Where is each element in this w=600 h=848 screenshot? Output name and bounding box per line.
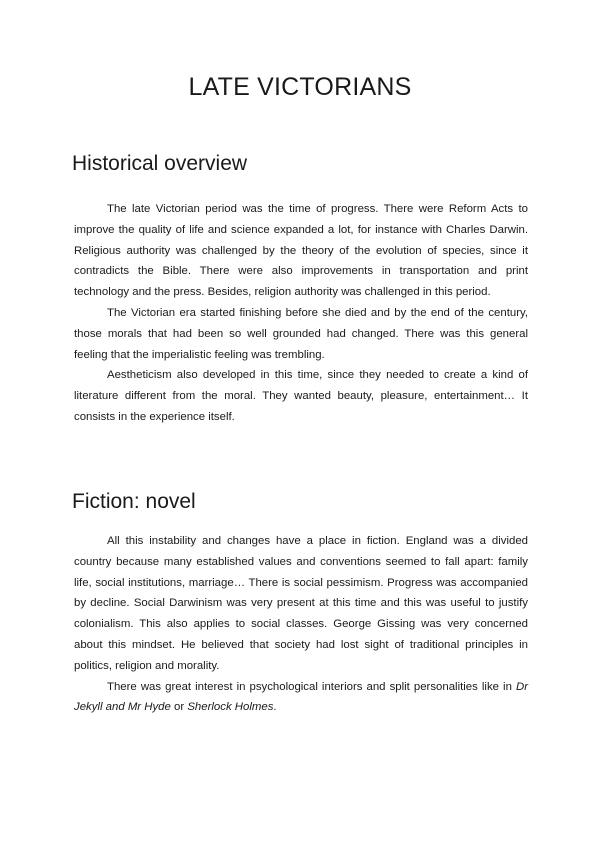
paragraph-text: There was great interest in psychological interiors and split personalities like in — [107, 680, 516, 693]
section-body-historical-overview — [74, 199, 528, 428]
section-heading-fiction-novel: Fiction: novel — [72, 490, 196, 513]
paragraph-text: or — [170, 701, 188, 714]
paragraph-with-works — [74, 677, 528, 719]
paragraph: Aestheticism also developed in this time, since they needed to create a kind of literature different from the moral. They wanted beauty, pleasure, entertainment… It consists in the experience itself. — [74, 369, 528, 423]
paragraph: The Victorian era started finishing before she died and by the end of the century, those morals that had been so well grounded had changed. There was this general feeling that the imperialistic feeling was trembling. — [74, 306, 528, 361]
paragraph: All this instability and changes have a place in fiction. England was a divided country because many established values and conventions seemed to fall apart: family life, social institutions, marriage… There is social pessimism. Progress was accompanied by decline. Social Darwinism was very present at this time and this was useful to justify colonialism. This also applies to social classes. George Gissing was very concerned about this mindset. He believed that society had lost sight of traditional principles in politics, religion and morality. — [74, 535, 528, 672]
section-heading-historical-overview: Historical overview — [72, 152, 248, 175]
work-title: Dr Jekyll and Mr Hyde — [74, 680, 528, 714]
paragraph-text: . — [273, 701, 277, 714]
section-body-fiction-novel — [74, 531, 528, 718]
page-title: LATE VICTORIANS — [188, 73, 412, 101]
work-title: Sherlock Holmes — [187, 701, 274, 714]
paragraph: The late Victorian period was the time of progress. There were Reform Acts to improve the quality of life and science expanded a lot, for instance with Charles Darwin. Religious authority was challenged by the theory of the evolution of species, since it contradicts the Bible. There were also improvements in transportation and print technology and the press. Besides, religion authority was challenged in this period. — [74, 203, 528, 299]
